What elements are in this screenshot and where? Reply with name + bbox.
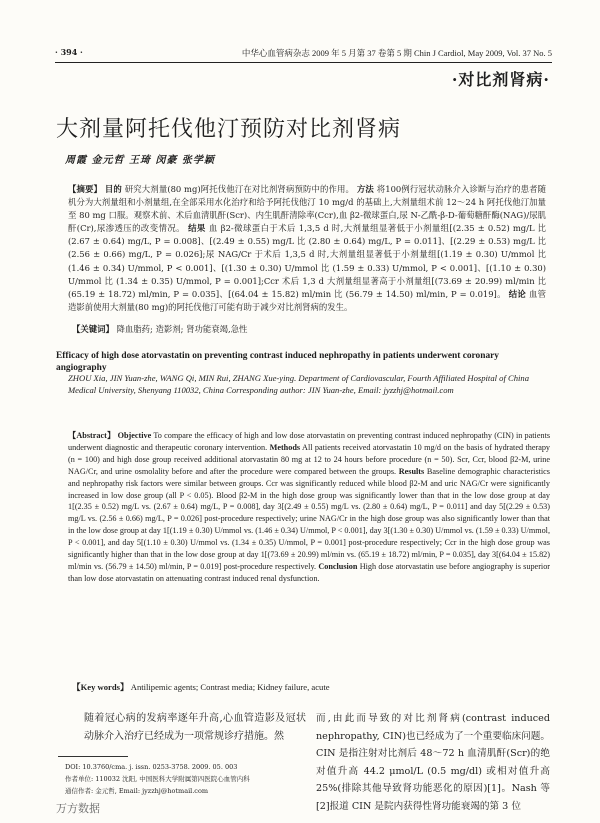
results-heading-en: Results [398, 466, 425, 476]
watermark: 万方数据 [56, 802, 100, 815]
english-title: Efficacy of high dose atorvastatin on preventing contrast induced nephropathy in patients underwent coronary angiography [56, 351, 499, 373]
abstract-english [68, 430, 550, 585]
page-number: · 394 · [55, 47, 83, 57]
conclusion-text: 血管造影前使用大剂量(80 mg)的阿托伐他汀可能有助于减少对比剂肾病的发生。 [68, 288, 547, 312]
methods-text: 将100例行冠状动脉介入诊断与治疗的患者随机分为大剂量组和小剂量组,在全部采用水化治疗和给予阿托伐他汀 10 mg/d 的基础上,大剂量组术前 12～24 h 阿托伐他汀加量至 80 mg 口服。观察术前、术后血清肌酐(Scr)、内生肌酐清除率(Ccr),血 β2-微球蛋白,尿 N-乙酰-β-D-葡萄糖酐酶(NAG)/尿肌酐(Cr),尿渗透压的改变情况。 [68, 184, 547, 234]
body-left-column: 随着冠心病的发病率逐年升高,心血管造影及冠状动脉介入治疗已经成为一项常规诊疗措施。然 [84, 713, 306, 742]
english-affiliation: Department of Cardiovascular, Fourth Affiliated Hospital of China Medical University, Shenyang 110032, China [68, 373, 529, 396]
methods-heading-en: Methods [269, 442, 301, 452]
abstract-label-en: 【Abstract】 [68, 431, 116, 440]
results-text: 血 β2-微球蛋白于术后 1,3,5 d 时,大剂量组显著低于小剂量组[(2.35 ± 0.52) mg/L 比 (2.67 ± 0.64) mg/L, P = 0.008]、[(2.49 ± 0.55) mg/L 比 (2.80 ± 0.64) mg/L, P = 0.011]、[(2.29 ± 0.53) mg/L 比 (2.56 ± 0.66) mg/L, P = 0.026];尿 NAG/Cr 于术后 1,3,5 d 时,大剂量组显著低于小剂量组[(1.19 ± 0.30) U/mmol 比 (1.46 ± 0.34) U/mmol, P < 0.001]、[(1.30 ± 0.30) U/mmol 比 (1.59 ± 0.33) U/mmol, P < 0.001]、[(1.10 ± 0.30) U/mmol 比 (1.34 ± 0.35) U/mmol, P = 0.001];Ccr 术后 1,3 d 大剂量组显著高于小剂量组[(73.69 ± 20.99) ml/min 比 (65.19 ± 18.72) ml/min, P = 0.035]、[(64.04 ± 15.82) ml/min 比 (56.79 ± 14.50) ml/min, P = 0.019]。 [68, 223, 547, 299]
keywords-label-en: 【Key words】 [72, 682, 129, 692]
conclusion-heading: 结论 [508, 288, 527, 299]
english-authors: ZHOU Xia, JIN Yuan-zhe, WANG Qi, MIN Rui, ZHANG Xue-ying. [68, 373, 297, 383]
objective-heading-en: Objective [117, 431, 152, 440]
methods-heading: 方法 [356, 184, 374, 194]
objective-text: 研究大剂量(80 mg)阿托伐他汀在对比剂肾病预防中的作用。 [124, 184, 355, 194]
keywords-text: 降血脂药; 造影剂; 肾功能衰竭,急性 [116, 324, 248, 334]
results-heading: 结果 [188, 223, 206, 234]
footnote-rule [58, 756, 128, 757]
header-rule [55, 62, 552, 63]
footnote [65, 761, 305, 797]
body-right-column: 而,由此而导致的对比剂肾病(contrast induced nephropathy, CIN)也已经成为了一个重要临床问题。CIN 是指注射对比剂后 48～72 h 血清肌酐(Scr)的绝对值升高 44.2 μmol/L (0.5 mg/dl) 或相对值升高 25%(排除其他导致肾功能恶化的原因)[1]。Nash 等[2]报道 CIN 是院内获得性肾功能衰竭的第 3 位 [316, 713, 550, 812]
footnote-doi: DOI: 10.3760/cma. j. issn. 0253-3758. 2009. 05. 003 [65, 763, 238, 771]
english-author-block [68, 372, 548, 397]
abstract-chinese [68, 183, 546, 314]
running-header [55, 47, 552, 61]
objective-heading: 目的 [104, 184, 122, 194]
article-authors: 周霞 金元哲 王琦 闵豪 张学颖 [65, 155, 215, 166]
keywords-label: 【关键词】 [72, 324, 114, 334]
article-title: 大剂量阿托伐他汀预防对比剂肾病 [56, 117, 402, 142]
methods-text-en: All patients received atorvastatin 10 mg/d on the basis of hydrated therapy (n = 100) and high dose group received additional atorvastatin 80 mg at 12 to 24 hours before procedure (n = 50). Scr, Ccr, blood β2-M, urine NAG/Cr, and urine osmolality before and after the procedure were compared between the groups. [68, 442, 551, 476]
keywords-chinese [72, 323, 247, 335]
keywords-english [72, 681, 330, 693]
abstract-label: 【摘要】 [68, 184, 103, 194]
english-corresponding: Corresponding author: JIN Yuan-zhe, Email: jyzzhj@hotmail.com [226, 385, 454, 396]
results-text-en: Baseline demographic characteristics and nephropathy risk factors were similar between groups. Ccr was significantly reduced while blood β2-M and uric NAG/Cr were significantly increased in low dose group (all P < 0.05). Blood β2-M in the high dose group was significantly lower than that in the low dose group at day 1[(2.35 ± 0.52) mg/L vs. (2.67 ± 0.64) mg/L, P = 0.008], day 3[(2.49 ± 0.55) mg/L vs. (2.80 ± 0.64) mg/L, P = 0.011] and day 5[(2.29 ± 0.53) mg/L vs. (2.56 ± 0.66) mg/L, P = 0.026] post-procedure respectively; urine NAG/Cr in the high dose group was also significantly lower than that in the low dose group at day 1[(1.19 ± 0.30) U/mmol vs. (1.46 ± 0.34) U/mmol, P < 0.001], day 3[(1.30 ± 0.30) U/mmol vs. (1.59 ± 0.33) U/mmol, P < 0.001], and day 5[(1.10 ± 0.30) U/mmol vs. (1.34 ± 0.35) U/mmol, P = 0.001] post-procedure respectively; Ccr in the high dose group was significantly higher than that in the low dose group at day 1[(73.69 ± 20.99) ml/min vs. (65.19 ± 18.72) ml/min, P = 0.035], day 3[(64.04 ± 15.82) ml/min vs. (56.79 ± 14.50) ml/min, P = 0.019] post-procedure respectively. [68, 466, 550, 571]
footnote-unit: 作者单位: 110032 沈阳, 中国医科大学附属第四医院心血管内科 [65, 775, 250, 783]
keywords-text-en: Antilipemic agents; Contrast media; Kidney failure, acute [130, 682, 330, 692]
conclusion-text-en: High dose atorvastatin use before angiography is superior than low dose atorvastatin on attenuating contrast induced renal dysfunction. [68, 561, 551, 583]
objective-text-en: To compare the efficacy of high and low dose atorvastatin on preventing contrast induced nephropathy (CIN) in patients underwent diagnostic and therapeutic coronary intervention. [68, 431, 551, 452]
footnote-corresponding: 通信作者: 金元哲, Email: jyzzhj@hotmail.com [65, 787, 209, 795]
journal-citation: 中华心血管病杂志 2009 年 5 月第 37 卷第 5 期 Chin J Cardiol, May 2009, Vol. 37 No. 5 [241, 48, 552, 58]
conclusion-heading-en: Conclusion [318, 561, 358, 571]
section-label: ·对比剂肾病· [451, 70, 550, 89]
